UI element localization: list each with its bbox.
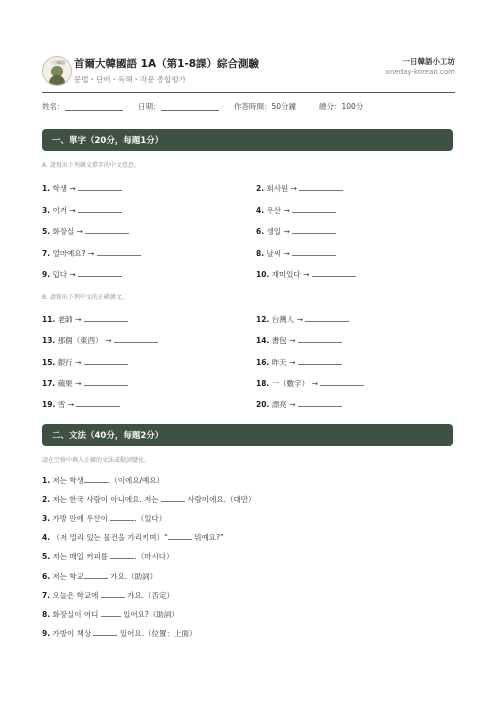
- answer-blank[interactable]: [101, 608, 121, 617]
- question-text: 생일 →: [266, 227, 290, 236]
- question-text: 가방이 책상: [52, 629, 92, 638]
- answer-blank[interactable]: [298, 398, 342, 407]
- question-text: 台灣人 →: [271, 315, 303, 324]
- question-text: 저는 매일 커피를: [52, 552, 108, 561]
- grammar-item[interactable]: [42, 493, 255, 505]
- question-text: 書包 →: [271, 336, 296, 345]
- question-hint: 있어요.（位置：上面）: [119, 629, 197, 638]
- answer-blank[interactable]: [101, 589, 125, 598]
- part-a-instruction: A. 請寫出下列韓文單字的中文意思。: [42, 162, 140, 169]
- question-number: 4.: [42, 533, 51, 542]
- logo-text: 一日韓語: [49, 60, 65, 65]
- exam-meta: [42, 101, 455, 115]
- answer-blank[interactable]: [305, 313, 349, 322]
- question-number: 5.: [42, 552, 51, 561]
- question-item[interactable]: [256, 204, 336, 216]
- answer-blank[interactable]: [78, 204, 122, 213]
- question-number: 2.: [42, 495, 51, 504]
- answer-blank[interactable]: [161, 493, 185, 502]
- question-text: 덥다 →: [52, 270, 76, 279]
- question-text: 漂亮 →: [271, 400, 296, 409]
- question-text: 저는 학생: [52, 476, 84, 485]
- question-text: （저 멀리 있는 물건을 가리키며）“: [52, 533, 168, 542]
- question-number: 1.: [42, 476, 51, 485]
- grammar-item[interactable]: [42, 474, 164, 486]
- question-number: 3.: [42, 206, 51, 215]
- name-field[interactable]: [42, 101, 65, 112]
- grammar-instruction: 請在空格中填入正確的文法或動詞變化。: [42, 457, 151, 464]
- answer-blank[interactable]: [84, 377, 128, 386]
- answer-blank[interactable]: [78, 182, 122, 191]
- grammar-item[interactable]: [42, 608, 179, 620]
- header-divider: [42, 92, 455, 93]
- question-text: 학생 →: [52, 184, 76, 193]
- question-text: 저는 한국 사람이 아니에요. 저는: [52, 495, 159, 504]
- question-number: 20.: [256, 400, 270, 409]
- question-item[interactable]: [42, 247, 141, 259]
- answer-blank[interactable]: [110, 512, 134, 521]
- question-item[interactable]: [42, 268, 122, 280]
- grammar-item[interactable]: [42, 550, 173, 562]
- question-text: 화장실 →: [52, 227, 83, 236]
- question-hint: 뭐예요?”: [194, 533, 224, 542]
- section-vocabulary-title: 一、單字（20分，每題1分）: [52, 136, 164, 146]
- question-text: 昨天 →: [271, 358, 296, 367]
- question-hint: .（있다）: [134, 514, 167, 523]
- question-hint: .（이에요/예요）: [107, 476, 164, 485]
- question-number: 10.: [256, 270, 270, 279]
- question-hint: .（마시다）: [134, 552, 174, 561]
- answer-blank[interactable]: [84, 356, 128, 365]
- answer-blank[interactable]: [298, 334, 342, 343]
- answer-blank[interactable]: [168, 531, 192, 540]
- question-text: 재미있다 →: [271, 270, 310, 279]
- question-number: 1.: [42, 184, 51, 193]
- question-item[interactable]: [256, 398, 342, 410]
- question-item[interactable]: [256, 334, 342, 346]
- question-number: 3.: [42, 514, 51, 523]
- question-text: 화장실이 어디: [52, 610, 99, 619]
- question-text: 이거 →: [52, 206, 76, 215]
- section-grammar-header: [42, 424, 453, 446]
- question-number: 11.: [42, 315, 56, 324]
- question-number: 4.: [256, 206, 265, 215]
- question-item[interactable]: [42, 182, 122, 194]
- section-vocabulary-header: [42, 129, 453, 151]
- question-text: 雪 →: [57, 400, 74, 409]
- brand-logo: [42, 56, 72, 86]
- question-number: 2.: [256, 184, 265, 193]
- question-item[interactable]: [42, 398, 120, 410]
- question-item[interactable]: [42, 356, 128, 368]
- answer-blank[interactable]: [298, 356, 342, 365]
- answer-blank[interactable]: [84, 474, 108, 483]
- question-hint: 가요.（否定）: [127, 591, 174, 600]
- question-item[interactable]: [256, 268, 356, 280]
- question-item[interactable]: [42, 313, 128, 325]
- question-number: 7.: [42, 249, 51, 258]
- grammar-item[interactable]: [42, 531, 224, 543]
- answer-blank[interactable]: [84, 570, 108, 579]
- question-number: 15.: [42, 358, 56, 367]
- question-number: 6.: [256, 227, 265, 236]
- question-hint: 가요.（助詞）: [110, 572, 158, 581]
- answer-blank[interactable]: [292, 204, 336, 213]
- answer-blank[interactable]: [85, 225, 129, 234]
- date-field[interactable]: [138, 101, 161, 112]
- answer-blank[interactable]: [299, 182, 343, 191]
- answer-blank[interactable]: [320, 377, 364, 386]
- question-text: 회사원 →: [266, 184, 297, 193]
- question-item[interactable]: [256, 313, 349, 325]
- answer-blank[interactable]: [114, 334, 158, 343]
- question-text: 蘋果 →: [57, 379, 82, 388]
- question-item[interactable]: [256, 182, 343, 194]
- question-item[interactable]: [42, 377, 128, 389]
- date-blank[interactable]: [161, 101, 219, 111]
- grammar-item[interactable]: [42, 570, 157, 582]
- answer-blank[interactable]: [292, 247, 336, 256]
- question-number: 6.: [42, 572, 51, 581]
- page-subtitle: 문법・단어・독해・작문 종합평가: [74, 75, 186, 84]
- question-text: 가방 안에 우산이: [52, 514, 108, 523]
- score-label: 總分：100分: [319, 102, 364, 111]
- question-number: 17.: [42, 379, 56, 388]
- question-hint: 사람이에요.（대만）: [187, 495, 256, 504]
- question-number: 19.: [42, 400, 56, 409]
- page-header: [42, 56, 455, 92]
- question-text: 那個（東西） →: [57, 336, 112, 345]
- question-text: 오늘은 학교에: [52, 591, 99, 600]
- question-number: 12.: [256, 315, 270, 324]
- question-number: 9.: [42, 629, 51, 638]
- answer-blank[interactable]: [93, 627, 117, 636]
- answer-blank[interactable]: [97, 247, 141, 256]
- question-item[interactable]: [42, 225, 129, 237]
- question-number: 9.: [42, 270, 51, 279]
- answer-blank[interactable]: [78, 268, 122, 277]
- date-label: 日期：: [138, 102, 161, 111]
- question-item[interactable]: [42, 204, 122, 216]
- answer-blank[interactable]: [292, 225, 336, 234]
- question-text: 우산 →: [266, 206, 290, 215]
- question-hint: 있어요?（助詞）: [123, 610, 179, 619]
- question-text: 날씨 →: [266, 249, 290, 258]
- grammar-item[interactable]: [42, 512, 166, 524]
- part-b-instruction: B. 請寫出下列中文的正確韓文。: [42, 294, 128, 301]
- question-text: 저는 학교: [52, 572, 84, 581]
- name-label: 姓名：: [42, 102, 65, 111]
- question-number: 14.: [256, 336, 270, 345]
- question-item[interactable]: [256, 247, 336, 259]
- question-text: 얼마예요? →: [52, 249, 95, 258]
- question-item[interactable]: [256, 356, 342, 368]
- answer-blank[interactable]: [110, 550, 134, 559]
- question-item[interactable]: [42, 334, 158, 346]
- question-number: 13.: [42, 336, 56, 345]
- answer-blank[interactable]: [76, 398, 120, 407]
- brand-name: 一日韓語小工坊: [402, 57, 455, 66]
- question-item[interactable]: [256, 377, 364, 389]
- grammar-item[interactable]: [42, 627, 196, 639]
- question-number: 7.: [42, 591, 51, 600]
- page-title: 首爾大韓國語 1A（第1-8課）綜合測驗: [74, 58, 260, 70]
- question-number: 16.: [256, 358, 270, 367]
- question-number: 5.: [42, 227, 51, 236]
- question-number: 8.: [42, 610, 51, 619]
- question-item[interactable]: [256, 225, 336, 237]
- brand-site: oneday-korean.com: [385, 68, 455, 76]
- question-number: 8.: [256, 249, 265, 258]
- name-blank[interactable]: [65, 101, 123, 111]
- answer-blank[interactable]: [84, 313, 128, 322]
- time-label: 作答時間：50分鐘: [234, 102, 297, 111]
- answer-blank[interactable]: [312, 268, 356, 277]
- logo-body-icon: [49, 75, 65, 86]
- question-text: 一（數字） →: [271, 379, 318, 388]
- grammar-item[interactable]: [42, 589, 174, 601]
- question-text: 銀行 →: [57, 358, 82, 367]
- question-text: 老師 →: [57, 315, 82, 324]
- section-grammar-title: 二、文法（40分，每題2分）: [52, 431, 164, 441]
- question-number: 18.: [256, 379, 270, 388]
